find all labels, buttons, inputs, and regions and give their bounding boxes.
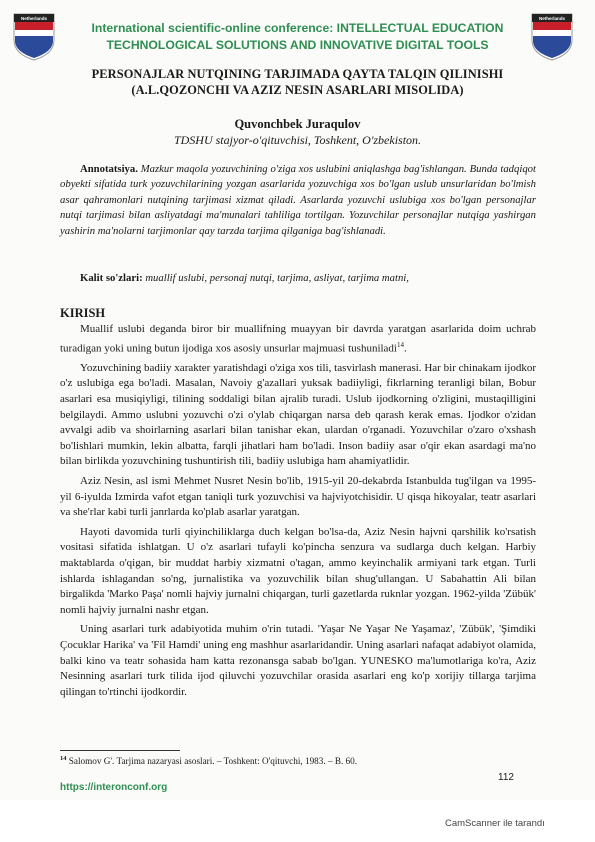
paragraph: Yozuvchining badiiy xarakter yaratishdagi o'ziga xos tili, tasvirlash manerasi. Har bir chinakam ijodkor o'z uslubiga ega bo'ladi. Masalan, Navoiy g'azallari yuksak badiiyligi, fikrlarning teranligi bilan, Bobur asarlari esa musiqiyligi, tilining soddaligi bilan ajralib turadi. Uslub ijodkorning o'zligini, mustaqilligini belgilaydi. Ammo uslubni yozuvchi o'zi o'ylab chiqargan narsa deb qarash kerak emas. Ijodkor o'zidan avvalgi adib va shoirlarning asarlari bilan tanishar ekan, ulardan o'rganadi. Yozuvchilar o'zaro o'xshash bo'lishlari mumkin, lekin albatta, farqli jihatlari ham bo'ladi. Inson badiiy asar o'qir ekan asardagi ma'no bilan birlikda yozuvchining tushuntirish tili, badiiy uslubiga ham ahamiyatlidir. bbox=[60, 361, 536, 468]
conference-logo-left bbox=[12, 12, 56, 62]
body-text bbox=[60, 322, 536, 704]
paragraph: Aziz Nesin, asl ismi Mehmet Nusret Nesin bo'lib, 1915-yil 20-dekabrda Istanbulda tug'ilgan va 1995-yil 6-iyulda Izmirda vafot etgan taniqli turk yozuvchisi va hajviyotchisidir. U qisqa hikoyalar, teatr asarlari va she'rlar kabi turli janrlarda ko'plab asarlar yaratgan. bbox=[60, 475, 536, 519]
author-name: Quvonchbek Juraqulov bbox=[234, 117, 361, 131]
conference-logo-right bbox=[530, 12, 574, 62]
footnote-number: 14 bbox=[60, 755, 67, 762]
paper-title bbox=[70, 66, 525, 98]
footnote-text: Salomov G'. Tarjima nazaryasi asoslari. – Toshkent: O'qituvchi, 1983. – B. 60. bbox=[68, 756, 358, 767]
header-line-1: International scientific-online conference: INTELLECTUAL EDUCATION bbox=[91, 21, 504, 35]
footnote bbox=[60, 755, 480, 766]
logo-text: Netherlands bbox=[538, 16, 566, 21]
conference-url[interactable]: https://interonconf.org bbox=[60, 782, 168, 793]
scanner-watermark: CamScanner ile tarandı bbox=[445, 818, 545, 829]
keywords bbox=[80, 272, 536, 284]
abstract bbox=[60, 162, 536, 239]
page-number: 112 bbox=[498, 772, 514, 783]
footnote-divider bbox=[60, 750, 180, 751]
header-line-2: TECHNOLOGICAL SOLUTIONS AND INNOVATIVE DIGITAL TOOLS bbox=[106, 38, 489, 52]
conference-header bbox=[64, 20, 531, 54]
paragraph: Hayoti davomida turli qiyinchiliklarga duch kelgan bo'lsa-da, Aziz Nesin hajvni qarshilik ko'rsatish vositasi sifatida ishlatgan. U o'z asarlari tufayli ko'pincha senzura va sudlarga duch kelgan. Harbiy maktablarda o'qigan, bir muddat harbiy xizmatni o'tagan, ammo keyinchalik armiyani tark etgan. Turli ishlarda ishlagandan so'ng, jurnalistika va yozuvchilik bilan shug'ullangan. U Sabahattin Ali bilan birgalikda 'Marko Paşa' nomli hajviy jurnalni chiqargan, turli gazetlarda ruknlar yozgan. 1962-yilda 'Zübük' nomli hajviy jurnalni nashr etgan. bbox=[60, 525, 536, 616]
abstract-label: Annotatsiya. bbox=[80, 163, 138, 175]
section-heading: KIRISH bbox=[60, 306, 106, 320]
title-line-2: (A.L.QOZONCHI VA AZIZ NESIN ASARLARI MISOLIDA) bbox=[131, 83, 464, 97]
paragraph: Muallif uslubi deganda biror bir muallifning muayyan bir davrda yaratgan asarlarida doim uchrab turadigan yoki uning butun ijodiga xos asosiy unsurlar majmuasi tushuniladi$^{14}$. bbox=[60, 323, 536, 355]
keywords-label: Kalit so'zlari: bbox=[80, 272, 143, 284]
logo-text: Netherlands bbox=[20, 16, 48, 21]
footnote-reference: 14 bbox=[397, 340, 404, 349]
abstract-text: Mazkur maqola yozuvchining o'ziga xos uslubini aniqlashga bag'ishlangan. Bunda tadqiqot obyekti sifatida turk yozuvchilarining yozgan asarlarida yozuvchiga xos bo'lgan uslub unsurlaridan bo'lmish asar qahramonlari nutqining tarjimasi xizmat qiladi. Asarlarda yozuvchi uslubiga xos bo'lgan personajlar nutqi tarjimasi bilan asliyatdagi ma'munalari tahliliga tortilgan. Yozuvchilar personajlar nutqiga yashirgan yashirin ma'nolarni tarjimonlar qay tarzda tarjima qilganiga bag'ishlanadi. bbox=[60, 163, 536, 237]
paragraph: Uning asarlari turk adabiyotida muhim o'rin tutadi. 'Yaşar Ne Yaşar Ne Yaşamaz', 'Zübük', 'Şimdiki Çocuklar Harika' va 'Fil Hamdi' uning eng mashhur asarlaridandir. Uning asarlari nafaqat adabiyot olamida, balki kino va teatr sohasida ham katta rezonansga sabab bo'lgan. YUNESKO ma'lumotlariga ko'ra, Aziz Nesinning asarlari turk tilida ijod qiluvchi yozuvchilar orasida asarlari eng ko'p xorijiy tillarga tarjima qilingan to'rtinchi ijodkordir. bbox=[60, 623, 536, 698]
author-affiliation: TDSHU stajyor-o'qituvchisi, Toshkent, O'zbekiston. bbox=[173, 133, 422, 147]
title-line-1: PERSONAJLAR NUTQINING TARJIMADA QAYTA TALQIN QILINISHI bbox=[91, 67, 504, 81]
keywords-text: muallif uslubi, personaj nutqi, tarjima, asliyat, tarjima matni, bbox=[145, 272, 409, 284]
